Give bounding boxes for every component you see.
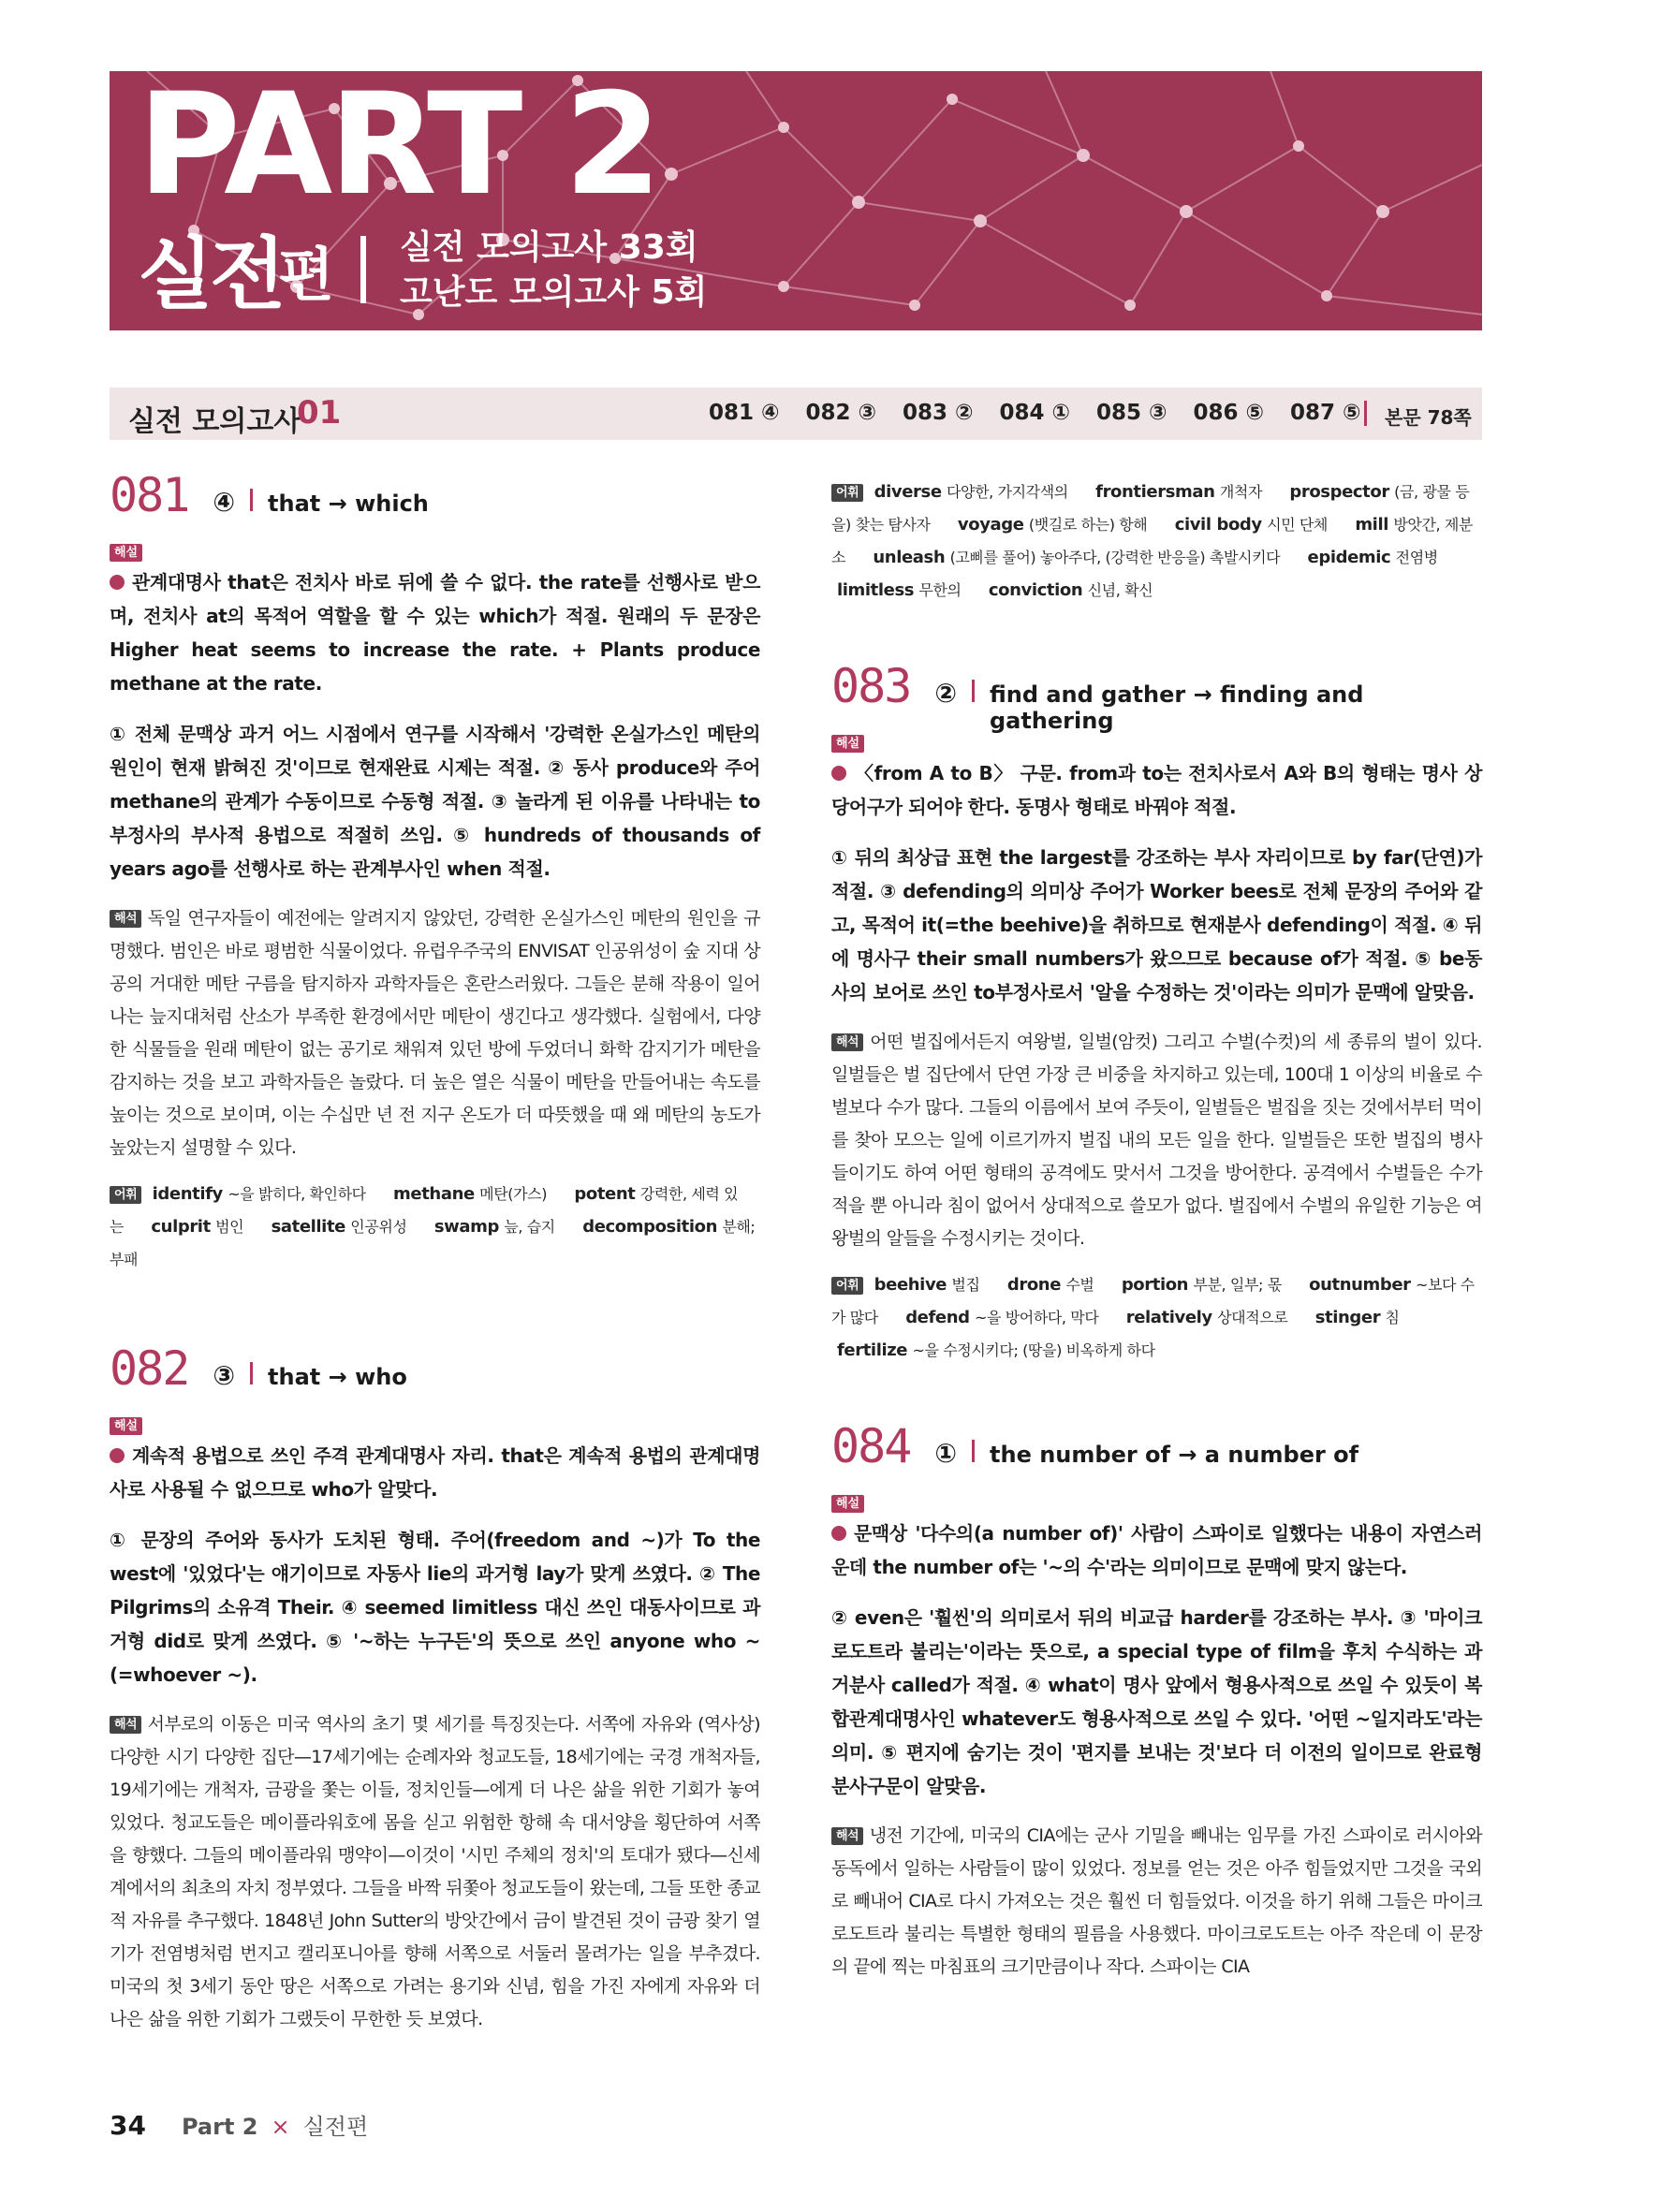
- vocab-tag: 어휘: [831, 1277, 863, 1295]
- question-correction: that → which: [268, 491, 429, 517]
- bullet-icon: [110, 1448, 125, 1463]
- question-correction: the number of → a number of: [990, 1442, 1359, 1468]
- explanation-tag: 해설: [110, 544, 142, 562]
- answer-key-item: 087 ⑤: [1290, 401, 1361, 425]
- translation-tag: 해석: [831, 1827, 863, 1845]
- answer-key: [709, 401, 1361, 425]
- translation-tag: 해석: [110, 1716, 141, 1734]
- translation: 해석 서부로의 이동은 미국 역사의 초기 몇 세기를 특징짓는다. 서쪽에 자유와 (역사상) 다양한 시기 다양한 집단—17세기에는 순례자와 청교도들, 18세기에는 국경 개척자들, 19세기에는 개척자, 금광을 쫓는 이들, 정치인들—에게 더 나은 삶을 위한 기회가 놓여 있었다. 청교도들은 메이플라워호에 몸을 싣고 위험한 항해 속 대서양을 횡단하여 서쪽을 향했다. 그들의 메이플라워 맹약이—이것이 '시민 주체의 정치'의 토대가 됐다—신세계에서의 최초의 자치 정부였다. 그들을 바짝 뒤쫓아 청교도들이 왔는데, 그들 또한 종교적 자유를 추구했다. 1848년 John Sutter의 방앗간에서 금이 발견된 것이 금광 찾기 열기가 전염병처럼 번지고 캘리포니아를 향해 서쪽으로 서둘러 몰려가는 일을 부추겼다. 미국의 첫 3세기 동안 땅은 서쪽으로 가려는 용기와 신념, 힘을 가진 자에게 자유와 더 나은 삶을 위한 기회가 그랬듯이 무한한 듯 보였다.: [110, 1714, 760, 2029]
- translation-tag: 해석: [831, 1033, 863, 1051]
- explanation-main: 문맥상 '다수의(a number of)' 사람이 스파이로 일했다는 내용이 자연스러운데 the number of는 '~의 수'라는 의미이므로 문맥에 맞지 않는다.: [831, 1522, 1482, 1578]
- question-answer: ④: [213, 487, 236, 518]
- answer-key-item: 083 ②: [903, 401, 974, 425]
- answer-key-divider: [1364, 401, 1367, 426]
- bullet-icon: [110, 575, 125, 590]
- banner-subtitle-1: 실전 모의고사 33회: [400, 228, 698, 267]
- bullet-icon: [831, 766, 846, 781]
- answer-key-item: 085 ③: [1096, 401, 1167, 425]
- question-082: [110, 1341, 760, 2036]
- answer-key-item: 081 ④: [709, 401, 780, 425]
- question-answer: ③: [213, 1360, 236, 1391]
- question-answer: ①: [934, 1438, 958, 1469]
- explanation-main: 계속적 용법으로 쓰인 주격 관계대명사 자리. that은 계속적 용법의 관계대명사로 사용될 수 없으므로 who가 알맞다.: [110, 1444, 760, 1501]
- test-number: 01: [297, 394, 342, 432]
- header-divider: [250, 489, 253, 511]
- page-number: 34: [110, 2110, 146, 2141]
- explanation-detail: ① 문장의 주어와 동사가 도치된 형태. 주어(freedom and ~)가 To the west에 '있었다'는 얘기이므로 자동사 lie의 과거형 lay가 맞게 쓰였다. ② The Pilgrims의 소유격 Their. ④ seemed limitless 대신 쓰인 대동사이므로 과거형 did로 맞게 쓰였다. ⑤ '~하는 누구든'의 뜻으로 쓰인 anyone who ~(=whoever ~).: [110, 1529, 760, 1686]
- page-footer: [110, 2108, 368, 2141]
- question-correction: that → who: [268, 1364, 407, 1390]
- question-header: [110, 468, 760, 534]
- question-header: [831, 659, 1482, 734]
- question-084: [831, 1419, 1482, 1984]
- explanation-main: 〈from A to B〉 구문. from과 to는 전치사로서 A와 B의 형태는 명사 상당어구가 되어야 한다. 동명사 형태로 바꿔야 적절.: [831, 762, 1482, 818]
- question-number: 082: [110, 1341, 189, 1396]
- question-number: 084: [831, 1419, 911, 1473]
- title-divider: [360, 236, 366, 303]
- footer-part: Part 2: [181, 2114, 258, 2140]
- book-section-title: 실전: [138, 228, 283, 320]
- vocabulary: 어휘 identify ~을 밝히다, 확인하다 methane 메탄(가스) potent 강력한, 세력 있는 culprit 범인 satellite 인공위성 swamp 늪, 습지 decomposition 분해; 부패: [110, 1184, 756, 1268]
- part-banner: [110, 71, 1482, 330]
- answer-key-item: 086 ⑤: [1193, 401, 1264, 425]
- header-divider: [250, 1362, 253, 1384]
- page-reference: 본문 78쪽: [1385, 406, 1472, 429]
- question-081: [110, 468, 760, 1276]
- left-column: [110, 468, 760, 2036]
- explanation-tag: 해설: [831, 735, 864, 753]
- explanation-tag: 해설: [110, 1417, 142, 1435]
- explanation-main: 관계대명사 that은 전치사 바로 뒤에 쓸 수 없다. the rate를 선행사로 받으며, 전치사 at의 목적어 역할을 할 수 있는 which가 적절. 원래의 두 문장은 Higher heat seems to increase the rate. + Plants produce methane at the rate.: [110, 571, 760, 695]
- translation: 해석 냉전 기간에, 미국의 CIA에는 군사 기밀을 빼내는 임무를 가진 스파이로 러시아와 동독에서 일하는 사람들이 많이 있었다. 정보를 얻는 것은 아주 힘들었지만 그것을 국외로 빼내어 CIA로 다시 가져오는 것은 훨씬 더 힘들었다. 이것을 하기 위해 그들은 마이크로도트라 불리는 특별한 형태의 필름을 사용했다. 마이크로도트는 아주 작은데 이 문장의 끝에 찍는 마침표의 크기만큼이나 작다. 스파이는 CIA: [831, 1825, 1482, 1977]
- explanation-tag: 해설: [831, 1495, 864, 1513]
- answer-key-item: 082 ③: [805, 401, 876, 425]
- translation: 해석 독일 연구자들이 예전에는 알려지지 않았던, 강력한 온실가스인 메탄의 원인을 규명했다. 범인은 바로 평범한 식물이었다. 유럽우주국의 ENVISAT 인공위성이 숲 지대 상공의 거대한 메탄 구름을 탐지하자 과학자들은 혼란스러웠다. 그들은 분해 작용이 일어나는 늪지대처럼 산소가 부족한 환경에서만 메탄이 생긴다고 생각했다. 실험에서, 다양한 식물들을 원래 메탄이 없는 공기로 채워져 있던 방에 두었더니 화학 감지기가 메탄을 감지하는 것을 보고 과학자들은 놀랐다. 더 높은 열은 식물이 메탄을 만들어내는 속도를 높이는 것으로 보이며, 이는 수십만 년 전 지구 온도가 더 따뜻했을 때 왜 메탄의 농도가 높았는지 설명할 수 있다.: [110, 908, 760, 1158]
- footer-section-name: 실전편: [302, 2114, 369, 2140]
- question-correction: find and gather → finding and gathering: [989, 681, 1364, 734]
- vocabulary: 어휘 beehive 벌집 drone 수벌 portion 부분, 일부; 몫 outnumber ~보다 수가 많다 defend ~을 방어하다, 막다 relatively 상대적으로 stinger 침 fertilize ~을 수정시키다; (땅을) 비옥하게 하다: [831, 1275, 1475, 1360]
- question-number: 083: [831, 659, 911, 713]
- header-divider: [972, 1440, 975, 1462]
- question-header: [831, 1419, 1482, 1485]
- right-column: [831, 468, 1482, 1984]
- question-answer: ②: [934, 678, 958, 709]
- explanation-detail: ① 뒤의 최상급 표현 the largest를 강조하는 부사 자리이므로 by far(단연)가 적절. ③ defending의 의미상 주어가 Worker bees로 전체 문장의 주어와 같고, 목적어 it(=the beehive)을 취하므로 현재분사 defending이 적절. ④ 뒤에 명사구 their small numbers가 왔으므로 because of가 적절. ⑤ be동사의 보어로 쓰인 to부정사로서 '알을 수정하는 것'이라는 의미가 문맥에 알맞음.: [831, 846, 1482, 1003]
- question-number: 081: [110, 468, 189, 522]
- footer-separator: ×: [271, 2114, 290, 2140]
- answer-key-item: 084 ①: [999, 401, 1070, 425]
- question-header: [110, 1341, 760, 1407]
- part-title: PART 2: [138, 71, 658, 227]
- banner-subtitle-2: 고난도 모의고사 5회: [400, 273, 708, 312]
- question-083: [831, 659, 1482, 1367]
- test-header-bar: [110, 388, 1482, 440]
- explanation-detail: ② even은 '훨씬'의 의미로서 뒤의 비교급 harder를 강조하는 부사. ③ '마이크로도트라 불리는'이라는 뜻으로, a special type of film을 후치 수식하는 과거분사 called가 적절. ④ what이 명사 앞에서 형용사적으로 쓰일 수 있듯이 복합관계대명사인 whatever도 형용사적으로 쓰일 수 있다. '어떤 ~일지라도'라는 의미. ⑤ 편지에 숨기는 것이 '편지를 보내는 것'보다 더 이전의 일이므로 완료형 분사구문이 알맞음.: [831, 1606, 1483, 1797]
- vocab-tag: 어휘: [831, 484, 863, 502]
- vocab-tag: 어휘: [110, 1186, 141, 1204]
- explanation-detail: ① 전체 문맥상 과거 어느 시점에서 연구를 시작해서 '강력한 온실가스인 메탄의 원인이 현재 밝혀진 것'이므로 현재완료 시제는 적절. ② 동사 produce와 주어 methane의 관계가 수동이므로 수동형 적절. ③ 놀라게 된 이유를 나타내는 to부정사의 부사적 용법으로 적절히 쓰임. ⑤ hundreds of thousands of years ago를 선행사로 하는 관계부사인 when 적절.: [110, 723, 760, 880]
- vocabulary-082: 어휘 diverse 다양한, 가지각색의 frontiersman 개척자 prospector (금, 광물 등을) 찾는 탐사자 voyage (뱃길로 하는) 항해 civil body 시민 단체 mill 방앗간, 제분소 unleash (고삐를 풀어) 놓아주다, (강력한 반응을) 촉발시키다 epidemic 전염병 limitless 무한의 conviction 신념, 확신: [831, 482, 1473, 600]
- book-section-suffix: 편: [278, 241, 334, 309]
- test-title: 실전 모의고사: [128, 405, 301, 438]
- translation-tag: 해석: [110, 910, 141, 928]
- bullet-icon: [831, 1526, 846, 1541]
- translation: 해석 어떤 벌집에서든지 여왕벌, 일벌(암컷) 그리고 수벌(수컷)의 세 종류의 벌이 있다. 일벌들은 벌 집단에서 단연 가장 큰 비중을 차지하고 있는데, 100대 1 이상의 비율로 수벌보다 수가 많다. 그들의 이름에서 보여 주듯이, 일벌들은 벌집을 짓는 것에서부터 먹이를 찾아 모으는 일에 이르기까지 벌집 내의 모든 일을 한다. 일벌들은 또한 벌집의 병사들이기도 하여 어떤 형태의 공격에도 맞서서 그것을 방어한다. 공격에서 수벌들은 수가 적을 뿐 아니라 침이 없어서 상대적으로 쓸모가 없다. 벌집에서 수벌의 유일한 기능은 여왕벌의 알들을 수정시키는 것이다.: [831, 1032, 1482, 1249]
- header-divider: [972, 680, 975, 702]
